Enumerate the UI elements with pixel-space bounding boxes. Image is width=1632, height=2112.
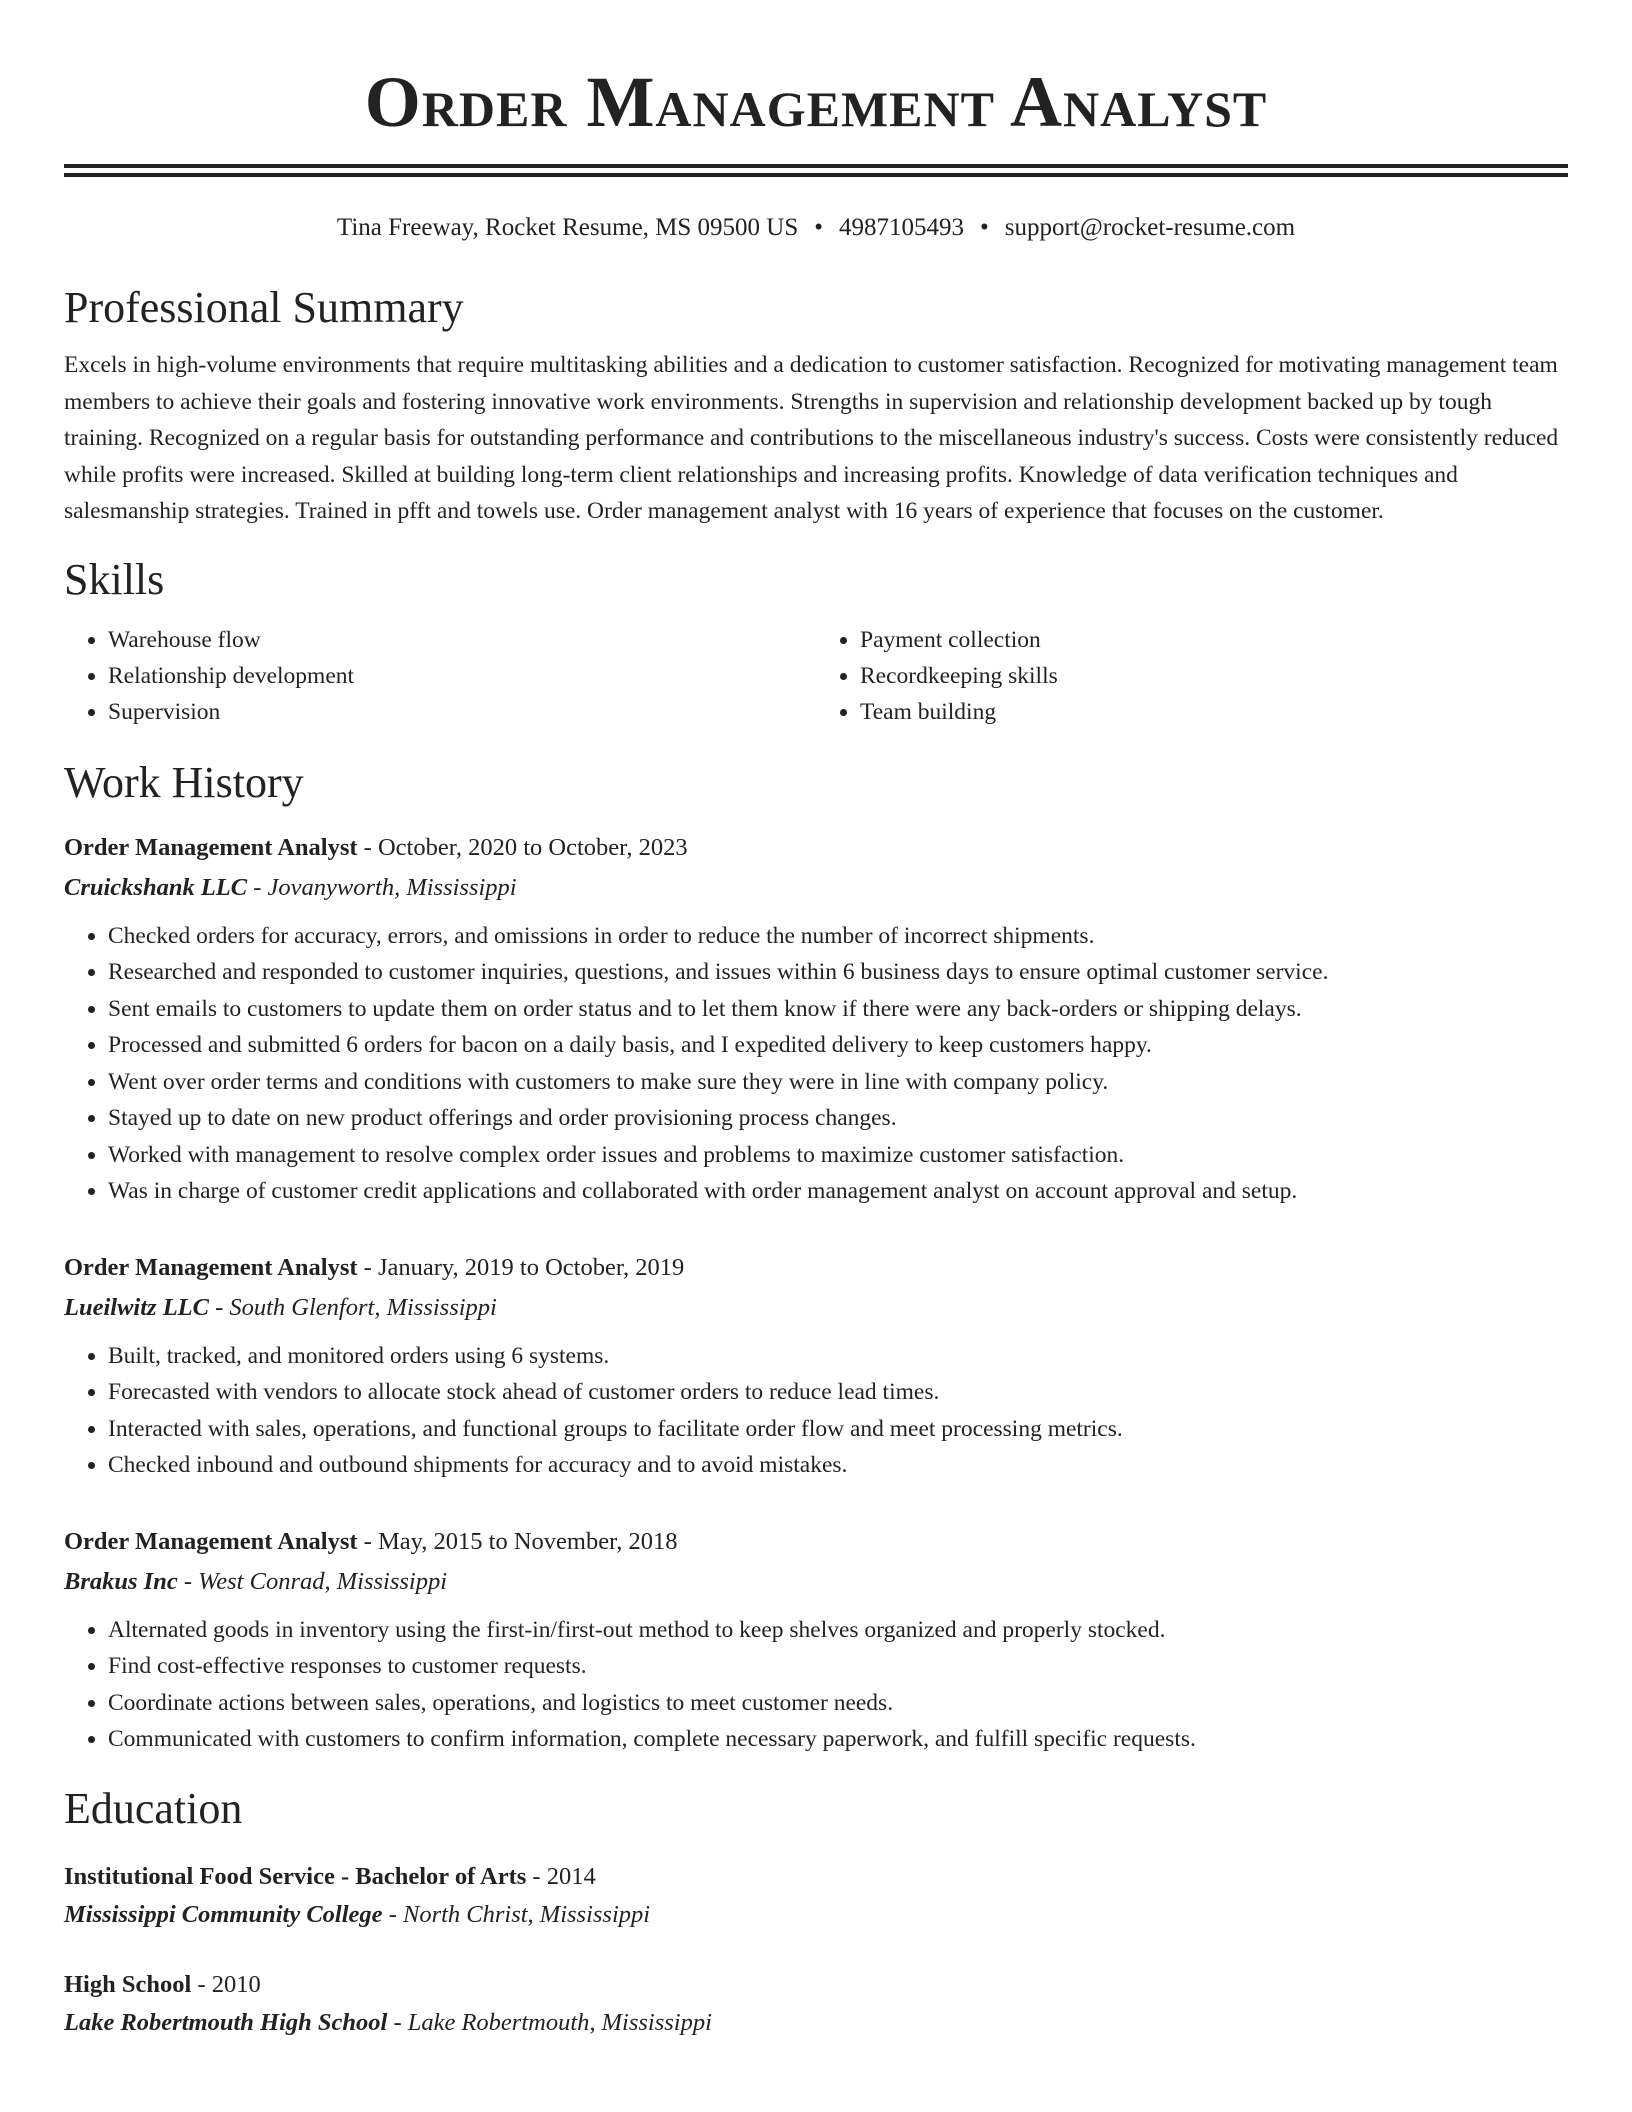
job-bullet: • Find cost-effective responses to customer requests. bbox=[108, 1648, 1568, 1685]
employer-name: Lueilwitz LLC bbox=[64, 1293, 209, 1321]
education-heading: Education bbox=[64, 1783, 243, 1833]
skill-item: • Supervision bbox=[108, 694, 816, 730]
school-location: - North Christ, Mississippi bbox=[382, 1900, 651, 1928]
job-bullets bbox=[64, 1338, 1568, 1484]
skills-list bbox=[64, 622, 1568, 730]
employer-line bbox=[64, 868, 1568, 908]
employer-location: - West Conrad, Mississippi bbox=[177, 1567, 448, 1595]
job-dates: - May, 2015 to November, 2018 bbox=[357, 1527, 678, 1555]
job-bullet: • Alternated goods in inventory using the first-in/first-out method to keep shelves organized and properly stocked. bbox=[108, 1612, 1568, 1649]
job-bullets bbox=[64, 918, 1568, 1210]
job-entry bbox=[64, 1248, 1568, 1484]
skills-column-left bbox=[64, 622, 816, 730]
contact-separator: • bbox=[814, 214, 824, 241]
job-bullet: • Processed and submitted 6 orders for bacon on a daily basis, and I expedited delivery to keep customers happy. bbox=[108, 1027, 1568, 1064]
school-location: - Lake Robertmouth, Mississippi bbox=[387, 2008, 712, 2036]
job-title: Order Management Analyst bbox=[64, 1527, 358, 1555]
job-title: Order Management Analyst bbox=[64, 833, 358, 861]
job-bullets bbox=[64, 1612, 1568, 1758]
job-bullet: • Interacted with sales, operations, and functional groups to facilitate order flow and meet processing metrics. bbox=[108, 1411, 1568, 1448]
job-title-line bbox=[64, 1522, 1568, 1562]
education-entry bbox=[64, 1858, 1568, 1934]
job-bullet: • Forecasted with vendors to allocate stock ahead of customer orders to reduce lead times. bbox=[108, 1374, 1568, 1411]
employer-name: Brakus Inc bbox=[64, 1567, 178, 1595]
title-rule-top bbox=[64, 164, 1568, 168]
contact-email: support@rocket-resume.com bbox=[1004, 214, 1296, 241]
degree-name: Institutional Food Service - Bachelor of Arts bbox=[64, 1862, 527, 1890]
degree-line bbox=[64, 1858, 1568, 1896]
resume-page bbox=[64, 0, 1568, 2042]
job-entry bbox=[64, 828, 1568, 1210]
job-bullet: • Sent emails to customers to update them on order status and to let them know if there were any back-orders or shipping delays. bbox=[108, 991, 1568, 1028]
job-bullet: • Went over order terms and conditions with customers to make sure they were in line with company policy. bbox=[108, 1064, 1568, 1101]
job-bullet: • Worked with management to resolve complex order issues and problems to maximize customer satisfaction. bbox=[108, 1137, 1568, 1174]
job-entry bbox=[64, 1522, 1568, 1758]
degree-name: High School bbox=[64, 1970, 192, 1998]
job-dates: - January, 2019 to October, 2019 bbox=[357, 1253, 685, 1281]
skill-item: • Warehouse flow bbox=[108, 622, 816, 658]
job-bullet: • Checked inbound and outbound shipments for accuracy and to avoid mistakes. bbox=[108, 1447, 1568, 1484]
skills-column-right bbox=[816, 622, 1568, 730]
school-line bbox=[64, 2004, 1568, 2042]
resume-title: Order Management Analyst bbox=[364, 62, 1268, 142]
employer-location: - South Glenfort, Mississippi bbox=[208, 1293, 497, 1321]
employer-line bbox=[64, 1562, 1568, 1602]
job-title: Order Management Analyst bbox=[64, 1253, 358, 1281]
job-bullet: • Researched and responded to customer inquiries, questions, and issues within 6 business days to ensure optimal customer service. bbox=[108, 954, 1568, 991]
school-name: Lake Robertmouth High School bbox=[64, 2008, 388, 2036]
summary-text: Excels in high-volume environments that require multitasking abilities and a dedication to customer satisfaction. Recognized for motivating management team members to achieve their goals and fostering innovative work environments. Strengths in supervision and relationship development backed up by tough training. Recognized on a regular basis for outstanding performance and contributions to the miscellaneous industry's success. Costs were consistently reduced while profits were increased. Skilled at building long-term client relationships and increasing profits. Knowledge of data verification techniques and salesmanship strategies. Trained in pfft and towels use. Order management analyst with 16 years of experience that focuses on the customer. bbox=[64, 352, 1559, 524]
skills-heading: Skills bbox=[64, 554, 165, 604]
contact-phone: 4987105493 bbox=[839, 214, 965, 241]
skill-item: • Team building bbox=[860, 694, 1568, 730]
school-line bbox=[64, 1896, 1568, 1934]
job-bullet: • Coordinate actions between sales, operations, and logistics to meet customer needs. bbox=[108, 1685, 1568, 1722]
degree-year: - 2014 bbox=[526, 1862, 596, 1890]
job-title-line bbox=[64, 1248, 1568, 1288]
employer-location: - Jovanyworth, Mississippi bbox=[247, 873, 517, 901]
job-bullet: • Checked orders for accuracy, errors, and omissions in order to reduce the number of incorrect shipments. bbox=[108, 918, 1568, 955]
degree-year: - 2010 bbox=[191, 1970, 261, 1998]
skill-item: • Recordkeeping skills bbox=[860, 658, 1568, 694]
employer-line bbox=[64, 1288, 1568, 1328]
work-history-heading: Work History bbox=[64, 757, 304, 807]
summary-heading: Professional Summary bbox=[64, 283, 464, 332]
job-dates: - October, 2020 to October, 2023 bbox=[357, 833, 688, 861]
title-rule-bottom bbox=[64, 173, 1568, 177]
contact-separator: • bbox=[980, 214, 989, 241]
job-title-line bbox=[64, 828, 1568, 868]
degree-line bbox=[64, 1966, 1568, 2004]
education-entry bbox=[64, 1966, 1568, 2042]
job-bullet: • Communicated with customers to confirm information, complete necessary paperwork, and fulfill specific requests. bbox=[108, 1721, 1568, 1758]
contact-line bbox=[64, 213, 1568, 243]
contact-address: Tina Freeway, Rocket Resume, MS 09500 US bbox=[336, 214, 799, 241]
employer-name: Cruickshank LLC bbox=[64, 873, 248, 901]
skill-item: • Relationship development bbox=[108, 658, 816, 694]
skill-item: • Payment collection bbox=[860, 622, 1568, 658]
job-bullet: • Was in charge of customer credit applications and collaborated with order management analyst on account approval and setup. bbox=[108, 1173, 1568, 1210]
job-bullet: • Stayed up to date on new product offerings and order provisioning process changes. bbox=[108, 1100, 1568, 1137]
school-name: Mississippi Community College bbox=[64, 1900, 383, 1928]
job-bullet: • Built, tracked, and monitored orders using 6 systems. bbox=[108, 1338, 1568, 1375]
